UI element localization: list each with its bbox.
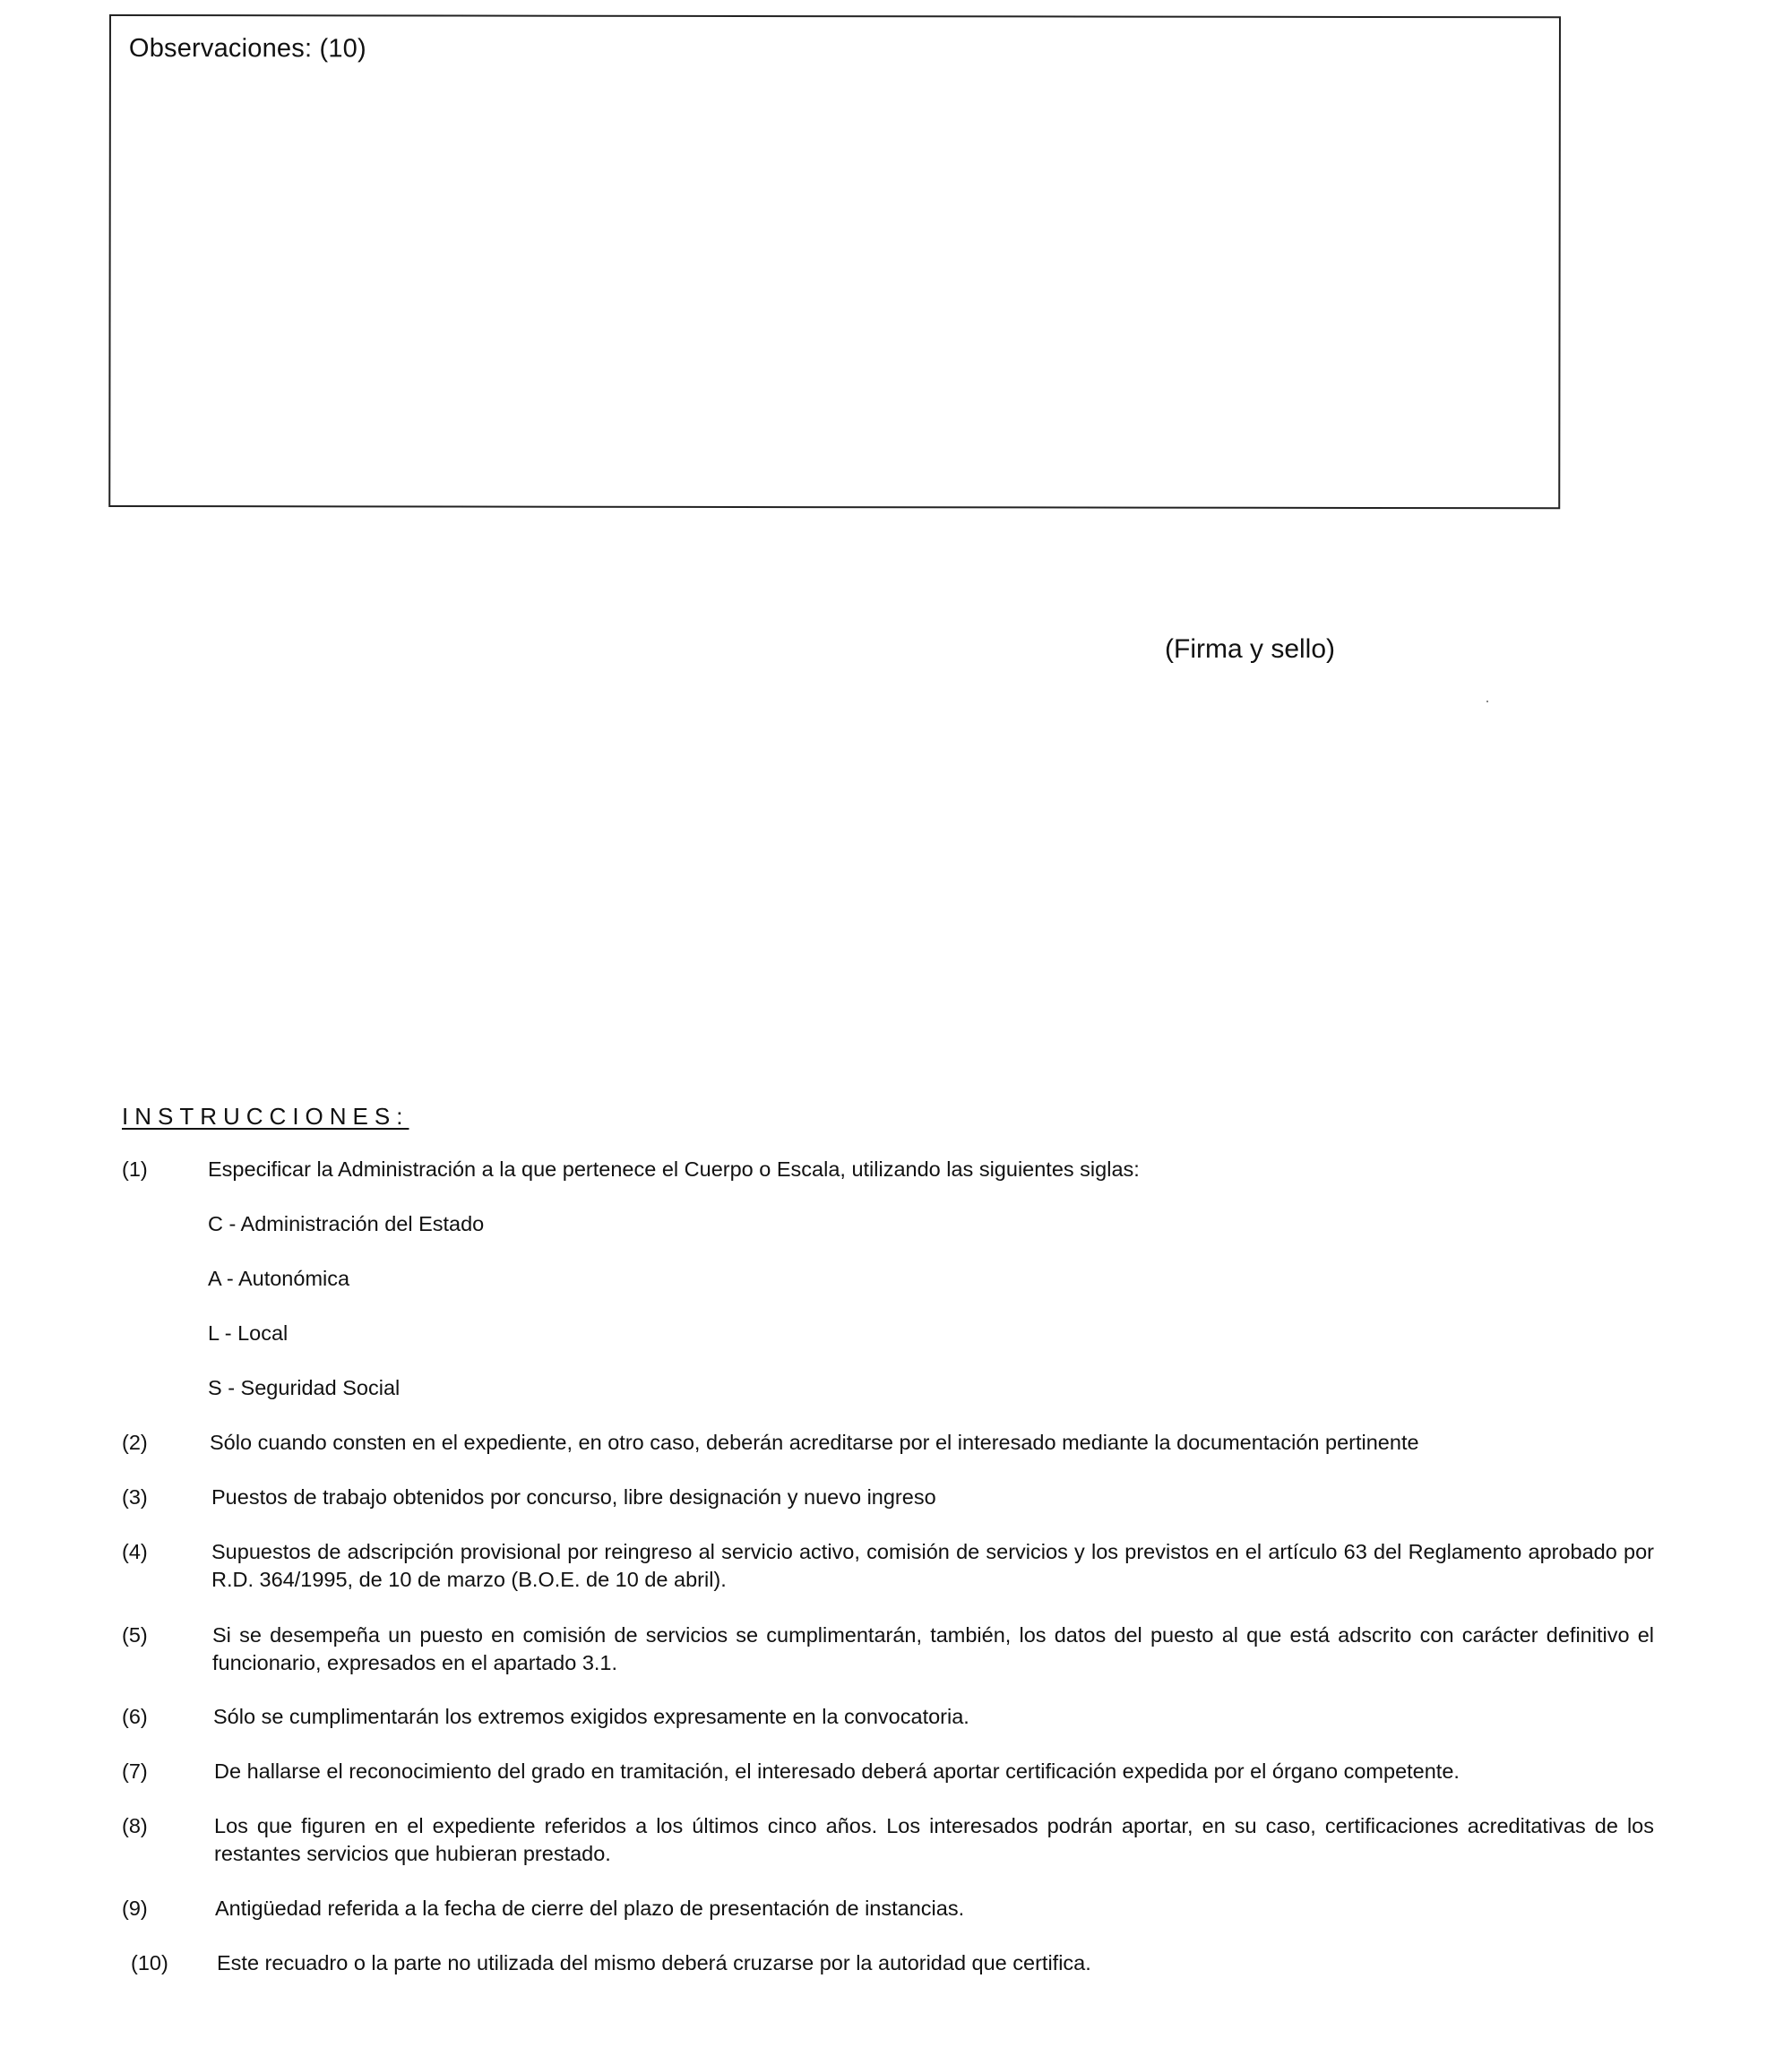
sigla-text: S - Seguridad Social <box>208 1376 401 1399</box>
firma-y-sello-label: (Firma y sello) <box>1165 634 1336 664</box>
instruccion-text: Sólo se cumplimentarán los extremos exigidos expresamente en la convocatoria. <box>213 1705 969 1728</box>
instrucciones-title: INSTRUCCIONES: <box>122 1103 409 1130</box>
instruccion-text: Los que figuren en el expediente referidos a los últimos cinco años. Los interesados podrán aportar, en su caso, certificaciones acreditativas de los restantes servicios que hubieran prestado. <box>214 1814 1654 1865</box>
instruccion-number: (4) <box>122 1540 148 1563</box>
observaciones-box <box>108 14 1561 509</box>
instruccion-number: (5) <box>122 1623 148 1647</box>
instruccion-number: (10) <box>131 1951 168 1974</box>
sigla-text: L - Local <box>208 1321 289 1345</box>
instruccion-text: Especificar la Administración a la que pertenece el Cuerpo o Escala, utilizando las siguientes siglas: <box>208 1157 1140 1181</box>
instruccion-number: (3) <box>122 1485 148 1509</box>
instruccion-text: Supuestos de adscripción provisional por reingreso al servicio activo, comisión de servicios y los previstos en el artículo 63 del Reglamento aprobado por R.D. 364/1995, de 10 de marzo (B.O.E. de 10 de abril). <box>211 1540 1654 1591</box>
instruccion-text: De hallarse el reconocimiento del grado en tramitación, el interesado deberá aportar certificación expedida por el órgano competente. <box>214 1759 1460 1783</box>
sigla-text: C - Administración del Estado <box>208 1212 485 1235</box>
sigla-text: A - Autonómica <box>208 1267 350 1290</box>
instruccion-number: (6) <box>122 1705 148 1728</box>
instruccion-number: (9) <box>122 1897 148 1920</box>
observaciones-label: Observaciones: (10) <box>128 34 366 64</box>
instruccion-text: Este recuadro o la parte no utilizada del mismo deberá cruzarse por la autoridad que certifica. <box>217 1951 1091 1974</box>
instruccion-text: Antigüedad referida a la fecha de cierre del plazo de presentación de instancias. <box>215 1897 965 1920</box>
instruccion-number: (7) <box>122 1759 148 1783</box>
instruccion-number: (2) <box>122 1431 148 1454</box>
scan-speck <box>1486 701 1488 702</box>
instruccion-text: Sólo cuando consten en el expediente, en otro caso, deberán acreditarse por el interesado mediante la documentación pertinente <box>210 1431 1419 1454</box>
instruccion-number: (1) <box>122 1157 148 1181</box>
instruccion-text: Puestos de trabajo obtenidos por concurso, libre designación y nuevo ingreso <box>211 1485 936 1509</box>
instruccion-number: (8) <box>122 1814 148 1837</box>
instruccion-text: Si se desempeña un puesto en comisión de servicios se cumplimentarán, también, los datos del puesto al que está adscrito con carácter definitivo el funcionario, expresados en el apartado 3.1. <box>212 1623 1654 1674</box>
